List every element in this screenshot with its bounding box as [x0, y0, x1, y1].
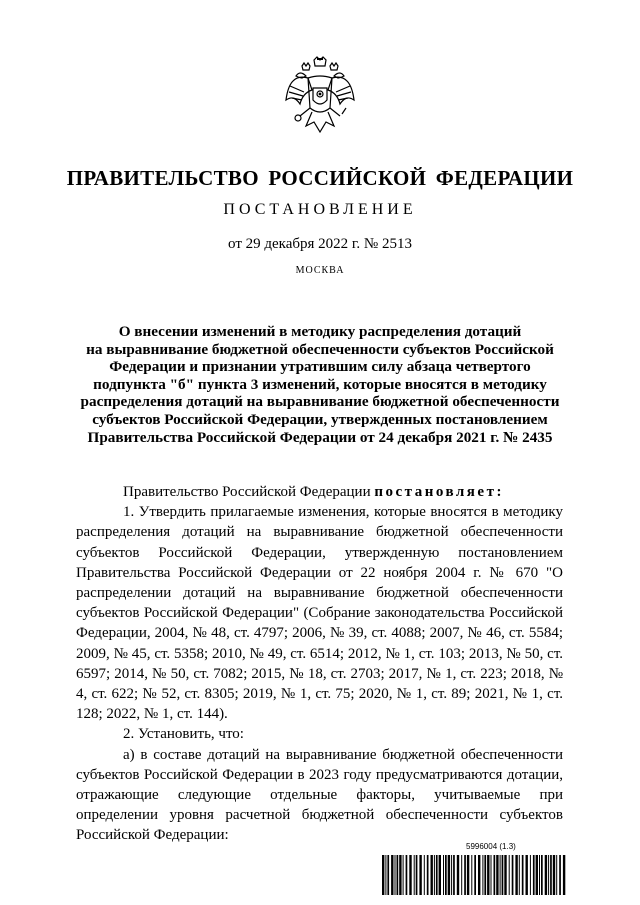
- heading-line: субъектов Российской Федерации, утвержденных постановлением: [92, 410, 548, 428]
- document-heading: [76, 323, 564, 446]
- document-city: МОСКВА: [295, 265, 345, 276]
- intro-text: Правительство Российской Федерации: [123, 484, 375, 500]
- paragraph-item-2a: а) в составе дотаций на выравнивание бюджетной обеспеченности субъектов Российской Федерации в 2023 году предусматриваются дотации, отражающие следующие отдельные факторы, учитываемые при определении уровня расчетной бюджетной обеспеченности субъектов Российской Федерации:: [76, 746, 563, 844]
- intro-paragraph: [76, 482, 563, 502]
- heading-line: Федерации и признании утратившим силу абзаца четвертого: [109, 358, 531, 376]
- government-title: ПРАВИТЕЛЬСТВО РОССИЙСКОЙ ФЕДЕРАЦИИ: [66, 166, 574, 190]
- document-date-number: от 29 декабря 2022 г. № 2513: [228, 236, 412, 252]
- intro-verb: постановляет:: [374, 484, 504, 500]
- heading-line: подпункта "б" пункта 3 изменений, которые вносятся в методику: [93, 375, 547, 393]
- barcode-number: 5996004 (1.3): [466, 842, 516, 851]
- heading-line: О внесении изменений в методику распределения дотаций: [118, 323, 522, 340]
- barcode-icon: [382, 855, 566, 895]
- document-type: ПОСТАНОВЛЕНИЕ: [223, 201, 417, 218]
- paragraph-item-1: 1. Утвердить прилагаемые изменения, которые вносятся в методику распределения дотаций на выравнивание бюджетной обеспеченности субъектов Российской Федерации, утвержденную постановлением Правительства Российской Федерации от 22 ноября 2004 г. № 670 "О распределении дотаций на выравнивание бюджетной обеспеченности субъектов Российской Федерации" (Собрание законодательства Российской Федерации, 2004, № 48, ст. 4797; 2006, № 39, ст. 4088; 2007, № 46, ст. 5584; 2009, № 45, ст. 5358; 2010, № 49, ст. 6514; 2012, № 1, ст. 103; 2013, № 50, ст. 6597; 2014, № 50, ст. 7082; 2015, № 18, ст. 2703; 2017, № 1, ст. 223; 2018, № 4, ст. 622; № 52, ст. 8305; 2019, № 1, ст. 75; 2020, № 1, ст. 89; 2021, № 1, ст. 128; 2022, № 1, ст. 144).: [76, 504, 563, 723]
- heading-line: распределения дотаций на выравнивание бюджетной обеспеченности: [80, 393, 560, 411]
- heading-line: на выравнивание бюджетной обеспеченности субъектов Российской: [86, 340, 554, 358]
- coat-of-arms-emblem: [284, 56, 356, 138]
- heading-line: Правительства Российской Федерации от 24 декабря 2021 г. № 2435: [87, 428, 553, 446]
- document-body: [76, 482, 563, 846]
- paragraph-item-2: 2. Установить, что:: [123, 726, 244, 743]
